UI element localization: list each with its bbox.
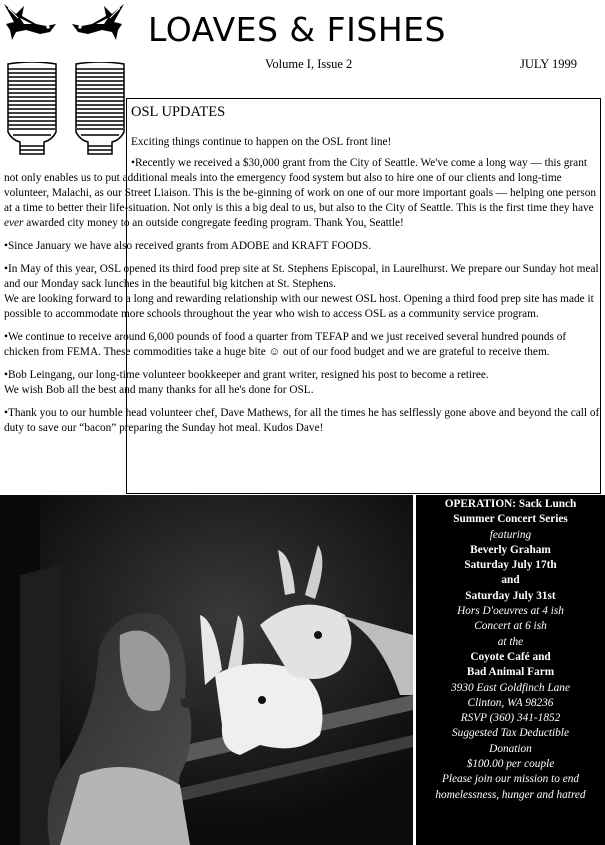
event-series: Summer Concert Series <box>453 513 568 526</box>
event-and: and <box>501 574 520 587</box>
event-donation-label: Suggested Tax Deductible <box>452 727 569 740</box>
event-title: OPERATION: Sack Lunch <box>444 498 577 510</box>
photo-woman-with-llamas <box>0 495 413 845</box>
masthead-title: LOAVES & FISHES <box>148 10 446 49</box>
event-donation: Donation <box>489 742 532 755</box>
event-date-2: Saturday July 31st <box>465 589 556 602</box>
updates-item-new-site <box>4 262 601 322</box>
issue-number: Volume I, Issue 2 <box>265 57 353 71</box>
updates-heading: OSL UPDATES <box>131 104 226 120</box>
bookkeeper-text: •Bob Leingang, our long-time volunteer bookkeeper and grant writer, resigned his post to become a retiree. <box>4 369 489 381</box>
event-price: $100.00 per couple <box>466 758 555 771</box>
updates-intro: Exciting things continue to happen on the OSL front line! <box>131 136 392 148</box>
event-rsvp: RSVP (360) 341-1852 <box>460 712 561 725</box>
event-performer: Beverly Graham <box>470 543 551 556</box>
updates-item-bookkeeper <box>4 368 601 398</box>
updates-item-food: •We continue to receive around 6,000 pounds of food a quarter from TEFAP and we just received several hundred pounds of chicken from FEMA. These commodities take a huge bite ☺ out of our food budget and we are grateful to receive them. <box>4 331 567 358</box>
event-address: 3930 East Goldfinch Lane <box>451 681 570 694</box>
updates-item-city-grant <box>4 156 601 231</box>
event-city: Clinton, WA 98236 <box>467 696 554 709</box>
bookkeeper-text-2: We wish Bob all the best and many thanks for all he's done for OSL. <box>4 384 314 396</box>
event-date-1: Saturday July 17th <box>464 559 557 572</box>
fish-logo-left <box>2 2 58 44</box>
updates-body <box>4 135 601 444</box>
event-venue-2: Bad Animal Farm <box>466 666 555 679</box>
event-venue-1: Coyote Café and <box>470 650 551 663</box>
event-hors-doeuvres: Hors D'oeuvres at 4 ish <box>457 605 564 618</box>
event-at-the: at the <box>497 635 524 648</box>
fish-logo-right <box>70 2 126 44</box>
updates-item-grants: •Since January we have also received grants from ADOBE and KRAFT FOODS. <box>4 240 372 252</box>
event-panel <box>416 495 605 845</box>
city-grant-text: •Recently we received a $30,000 grant from the City of Seattle. We've come a long way — this grant not only enables us to put additional meals into the emergency food system but also to hire one of our clients and long-time volunteer, Malachi, as our Street Liaison. This is the be-ginning of work on one of our more important goals — helping one person at a time to better their life-situation. Not only is this a big deal to us, but also to the City of Seattle. This is the first time they have <box>4 157 596 214</box>
city-grant-text-end: awarded city money to an outside congregate feeding program. Thank You, Seattle! <box>23 217 404 229</box>
updates-item-chef: •Thank you to our humble head volunteer chef, Dave Mathews, for all the times he has selflessly gone above and beyond the call of duty to save our “bacon” preparing the Sunday hot meal. Kudos Dave! <box>4 407 600 434</box>
new-site-text-2: We are looking forward to a long and rewarding relationship with our newest OSL host. Opening a third food prep site has made it possible to accommodate more schools throughout the year who wish to access OSL as a community service program. <box>4 293 594 320</box>
event-concert-time: Concert at 6 ish <box>474 620 547 633</box>
issue-date: JULY 1999 <box>520 57 577 71</box>
city-grant-emphasis: ever <box>4 217 24 229</box>
new-site-text: •In May of this year, OSL opened its third food prep site at St. Stephens Episcopal, in Laurelhurst. We prepare our Sunday hot meal and our Monday sack lunches in the beautiful big kitchen at St. Stephens. <box>4 263 599 290</box>
event-featuring: featuring <box>489 528 532 541</box>
event-mission: Please join our mission to end homelessness, hunger and hatred <box>435 773 586 801</box>
